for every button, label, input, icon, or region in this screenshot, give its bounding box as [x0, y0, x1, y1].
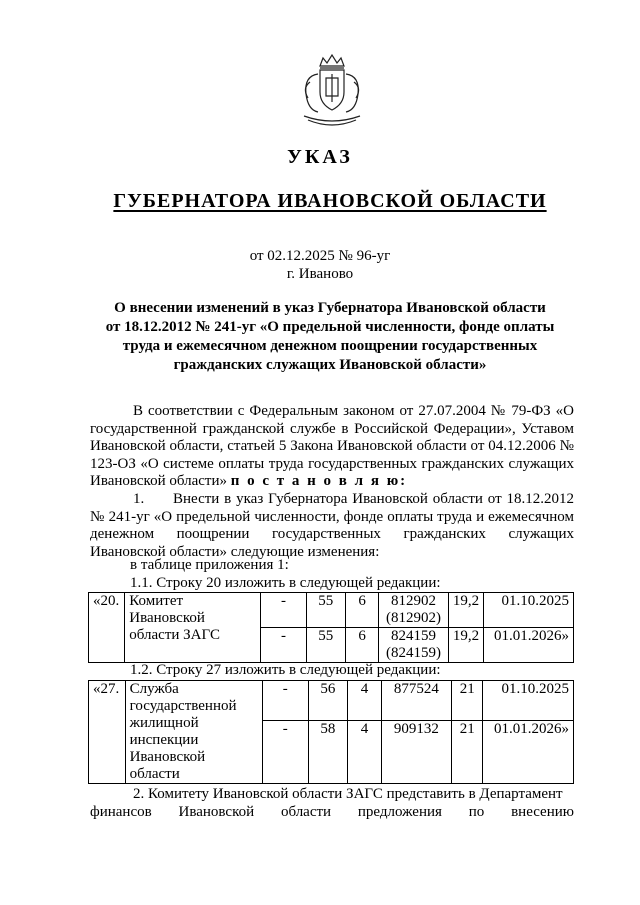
table-cell: 19,2 [448, 628, 484, 663]
date-cell: 01.01.2026» [484, 628, 574, 663]
subject-line: гражданских служащих Ивановской области» [173, 357, 487, 373]
word: финансов [90, 803, 152, 820]
organization-name-cell: Комитет Ивановской области ЗАГС [125, 593, 261, 663]
subject-line: от 18.12.2012 № 241-уг «О предельной численности, фонде оплаты [105, 319, 555, 335]
table-cell: 56 [308, 681, 348, 721]
table-cell: 4 [348, 681, 382, 721]
city-line: г. Иваново [286, 266, 354, 282]
table-intro-line: в таблице приложения 1: [130, 557, 289, 573]
date-number-line: от 02.12.2025 № 96-уг [249, 248, 391, 264]
subject-line: труда и ежемесячном денежном поощрении государственных [122, 338, 538, 354]
table-cell: 21 [451, 681, 483, 721]
word: внесению [511, 803, 574, 820]
subitem-1-1-line: 1.1. Строку 20 изложить в следующей редакции: [130, 575, 441, 591]
item-2-paragraph [90, 786, 574, 821]
item-number: 1. [133, 491, 145, 507]
item-2-continuation [90, 804, 574, 822]
table-cell: 19,2 [448, 593, 484, 628]
word: Ивановской [178, 803, 255, 820]
item-1-text: Внести в указ Губернатора Ивановской области от 18.12.2012 № 241-уг «О предельной численности, фонде оплаты труда и ежемесячном денежном поощрении государственных гражданских служащих Ивановской области» следующие изменения: [90, 491, 574, 560]
table-cell: 6 [345, 593, 378, 628]
subject-heading [100, 299, 560, 375]
table-cell: 21 [451, 720, 483, 783]
coat-of-arms-emblem-icon [296, 52, 368, 132]
date-cell: 01.10.2025 [484, 593, 574, 628]
organization-name-cell: Служба государственной жилищной инспекции Ивановской области [125, 681, 262, 784]
table-cell: - [262, 681, 308, 721]
table-cell: 6 [345, 628, 378, 663]
table-cell: 55 [306, 628, 345, 663]
fund-cell: 824159 (824159) [379, 628, 449, 663]
table-row-27 [88, 680, 574, 784]
item-1-paragraph [90, 491, 574, 561]
row-number-cell: «27. [89, 681, 126, 784]
date-cell: 01.01.2026» [483, 720, 574, 783]
table-cell: - [261, 593, 306, 628]
table-cell: 4 [348, 720, 382, 783]
table-row [89, 681, 574, 721]
word: по [468, 803, 485, 820]
document-subtitle: ГУБЕРНАТОРА ИВАНОВСКОЙ ОБЛАСТИ [113, 190, 547, 212]
word: области [280, 803, 332, 820]
document-title: УКАЗ [287, 146, 353, 168]
subitem-1-2-line: 1.2. Строку 27 изложить в следующей редакции: [130, 662, 441, 678]
row-number-cell: «20. [89, 593, 125, 663]
table-cell: - [262, 720, 308, 783]
fund-cell: 877524 [381, 681, 451, 721]
fund-cell: 909132 [381, 720, 451, 783]
table-row [89, 593, 574, 628]
fund-cell: 812902 (812902) [379, 593, 449, 628]
table-row-20 [88, 592, 574, 663]
decree-keyword: п о с т а н о в л я ю: [230, 473, 408, 490]
preamble-text: В соответствии с Федеральным законом от 27.07.2004 № 79-ФЗ «О государственной гражданской службе в Российской Федерации», Уставом Ивановской области, статьей 5 Закона Ивановской области от 04.12.2006 № 123-ОЗ «О системе оплаты труда государственных гражданских служащих Ивановской области» [90, 403, 574, 490]
table-cell: 55 [306, 593, 345, 628]
preamble-paragraph [90, 403, 574, 491]
date-cell: 01.10.2025 [483, 681, 574, 721]
word: предложения [357, 803, 442, 820]
table-cell: 58 [308, 720, 348, 783]
table-cell: - [261, 628, 306, 663]
item-2-text: 2. Комитету Ивановской области ЗАГС представить в Департамент [133, 786, 563, 802]
subject-line: О внесении изменений в указ Губернатора Ивановской области [114, 300, 546, 316]
